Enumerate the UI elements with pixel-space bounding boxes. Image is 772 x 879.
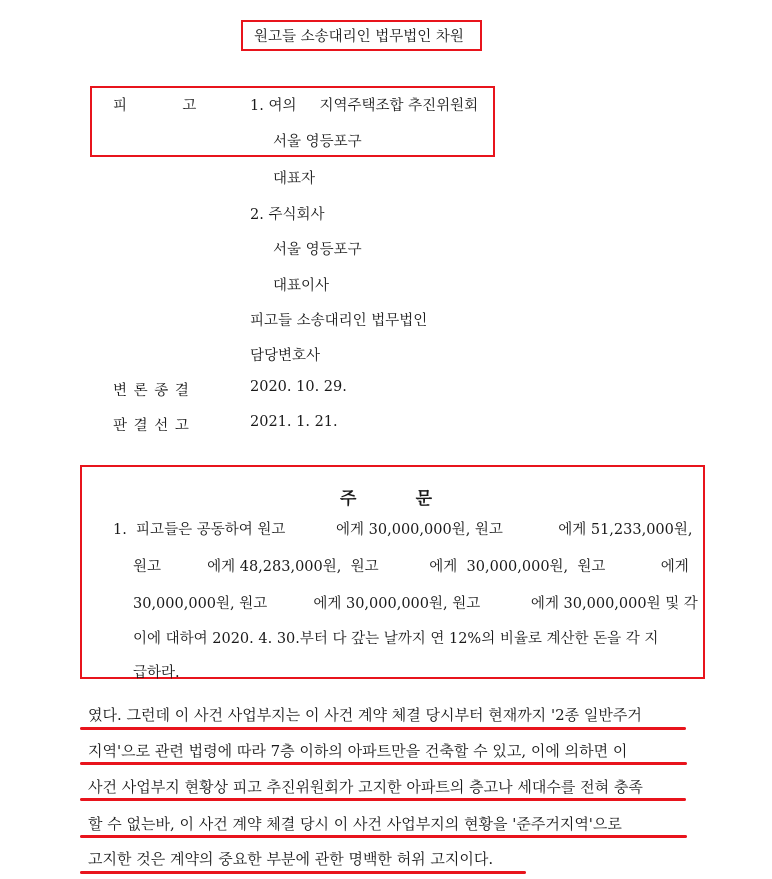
defendants-agent: 피고들 소송대리인 법무법인: [250, 313, 428, 329]
order-line-2: 원고 에게 48,283,000원, 원고 에게 30,000,000원, 원고 에게: [133, 559, 689, 575]
judgment-date: 2021. 1. 21.: [250, 414, 338, 430]
defendant-1-representative: 대표자: [273, 171, 316, 187]
paragraph-line-2: 지역'으로 관련 법령에 따라 7층 이하의 아파트만을 건축할 수 있고, 이에 의하면 이: [88, 742, 628, 760]
underline-4: [80, 835, 687, 838]
order-line-3: 30,000,000원, 원고 에게 30,000,000원, 원고 에게 30,000,000원 및 각: [133, 596, 698, 612]
hearing-close-date: 2020. 10. 29.: [250, 379, 347, 395]
defendant-1-name: 1. 여의 지역주택조합 추진위원회: [250, 98, 479, 114]
plaintiff-agent-title: 원고들 소송대리인 법무법인 차원: [254, 29, 464, 45]
underline-2: [80, 762, 687, 765]
underline-1: [80, 727, 686, 730]
defendant-2-address: 서울 영등포구: [273, 242, 362, 258]
order-title: 주 문: [339, 489, 433, 509]
defendant-1-address: 서울 영등포구: [273, 134, 362, 150]
paragraph-line-1: 였다. 그런데 이 사건 사업부지는 이 사건 계약 체결 당시부터 현재까지 '2종 일반주거: [88, 706, 642, 724]
order-line-1: 1. 피고들은 공동하여 원고 에게 30,000,000원, 원고 에게 51,233,000원,: [113, 522, 693, 538]
order-line-4: 이에 대하여 2020. 4. 30.부터 다 갚는 날까지 연 12%의 비율로 계산한 돈을 각 지: [133, 631, 659, 647]
defendants-attorney: 담당변호사: [250, 348, 321, 364]
paragraph-line-4: 할 수 없는바, 이 사건 계약 체결 당시 이 사건 사업부지의 현황을 '준주거지역'으로: [88, 815, 622, 833]
order-line-5: 급하라.: [133, 665, 180, 681]
paragraph-line-5: 고지한 것은 계약의 중요한 부분에 관한 명백한 허위 고지이다.: [88, 850, 494, 868]
underline-3: [80, 798, 686, 801]
defendants-label: 피 고: [113, 98, 197, 114]
underline-5: [80, 871, 526, 874]
defendant-2-name: 2. 주식회사: [250, 207, 325, 223]
hearing-close-label: 변 론 종 결: [113, 383, 190, 399]
judgment-date-label: 판 결 선 고: [113, 418, 190, 434]
paragraph-line-3: 사건 사업부지 현황상 피고 추진위원회가 고지한 아파트의 층고나 세대수를 전혀 충족: [88, 778, 643, 796]
defendant-2-representative: 대표이사: [273, 278, 330, 294]
